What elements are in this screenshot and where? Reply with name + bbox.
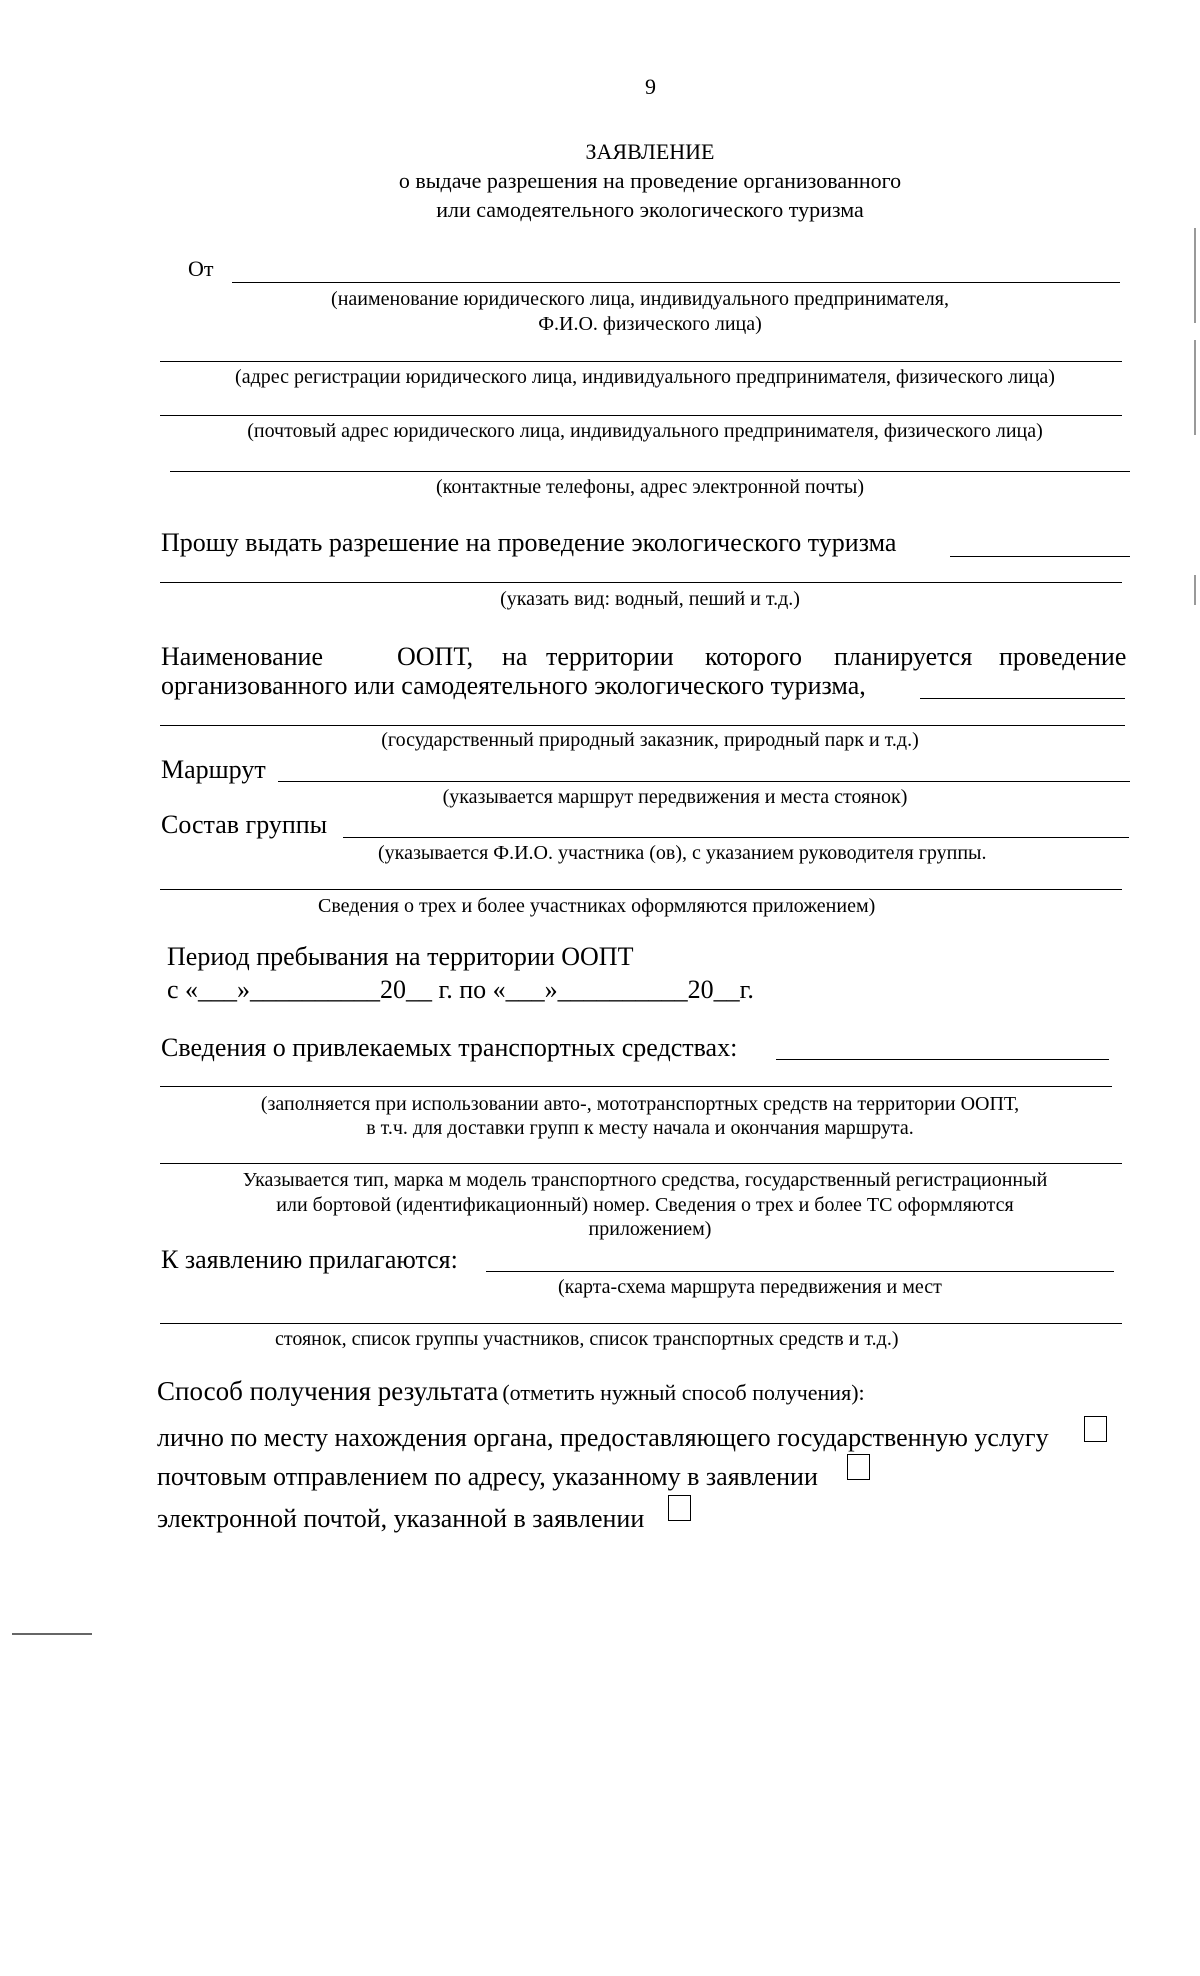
page-number: 9 (645, 74, 656, 99)
area-word-5: которого (705, 642, 803, 671)
attachments-field[interactable] (486, 1271, 1114, 1272)
scan-mark-right-edge-3 (1194, 575, 1196, 605)
attachments-hint-line2: стоянок, список группы участников, список транспортных средств и т.д.) (275, 1328, 899, 1350)
area-name-field-2[interactable] (160, 725, 1125, 726)
reg-address-hint: (адрес регистрации юридического лица, индивидуального предпринимателя, физического лица) (235, 366, 1055, 388)
request-text: Прошу выдать разрешение на проведение экологического туризма (161, 528, 897, 557)
from-hint-line1: (наименование юридического лица, индивидуального предпринимателя, (331, 288, 949, 310)
document-subtitle-line1: о выдаче разрешения на проведение организованного (398, 168, 902, 193)
from-hint-line2: Ф.И.О. физического лица) (538, 313, 762, 335)
route-hint: (указывается маршрут передвижения и места стоянок) (442, 786, 908, 808)
contacts-hint: (контактные телефоны, адрес электронной почты) (436, 476, 864, 498)
postal-address-field[interactable] (160, 415, 1122, 416)
transport-hint-line3: Указывается тип, марка м модель транспортного средства, государственный регистрационный (242, 1169, 1048, 1191)
scan-mark-right-edge-1 (1194, 228, 1196, 323)
transport-hint-line4: или бортовой (идентификационный) номер. Сведения о трех и более ТС оформляются (276, 1194, 1014, 1216)
group-label: Состав группы (161, 810, 328, 839)
delivery-option-mail-checkbox[interactable] (847, 1454, 870, 1480)
area-word-1: Наименование (161, 642, 323, 671)
area-word-4: территории (546, 642, 674, 671)
from-name-field[interactable] (232, 282, 1120, 283)
area-hint: (государственный природный заказник, природный парк и т.д.) (381, 729, 919, 751)
postal-address-hint: (почтовый адрес юридического лица, индивидуального предпринимателя, физического лица) (247, 420, 1043, 442)
route-field[interactable] (278, 781, 1130, 782)
transport-field[interactable] (776, 1059, 1109, 1060)
area-name-field[interactable] (920, 698, 1125, 699)
transport-hint-line1: (заполняется при использовании авто-, мототранспортных средств на территории ООПТ, (260, 1093, 1020, 1115)
document-subtitle-line2: или самодеятельного экологического туризма (436, 197, 864, 222)
document-title: ЗАЯВЛЕНИЕ (585, 139, 715, 164)
tourism-type-field-2[interactable] (160, 582, 1122, 583)
group-hint-line1: (указывается Ф.И.О. участника (ов), с указанием руководителя группы. (378, 842, 987, 864)
delivery-option-email-checkbox[interactable] (668, 1495, 691, 1521)
transport-hint-line5: приложением) (588, 1218, 712, 1240)
transport-hint-line2: в т.ч. для доставки групп к месту начала и окончания маршрута. (366, 1117, 914, 1139)
attachments-field-2[interactable] (160, 1323, 1122, 1324)
delivery-option-email: электронной почтой, указанной в заявлении (157, 1504, 645, 1533)
delivery-option-in-person-checkbox[interactable] (1084, 1416, 1107, 1442)
tourism-type-hint: (указать вид: водный, пеший и т.д.) (500, 588, 800, 610)
group-field[interactable] (343, 837, 1129, 838)
delivery-option-mail: почтовым отправлением по адресу, указанному в заявлении (157, 1462, 818, 1491)
delivery-heading (157, 1376, 865, 1407)
group-hint-line2: Сведения о трех и более участниках оформляются приложением) (318, 895, 876, 917)
area-word-7: проведение (999, 642, 1127, 671)
group-field-2[interactable] (160, 889, 1122, 890)
area-word-3: на (502, 642, 528, 671)
transport-field-3[interactable] (160, 1163, 1122, 1164)
delivery-label: Способ получения результата (157, 1376, 499, 1406)
contacts-field[interactable] (170, 471, 1130, 472)
attachments-hint-line1: (карта-схема маршрута передвижения и мест (558, 1276, 942, 1298)
area-line-2: организованного или самодеятельного экологического туризма, (161, 671, 866, 700)
delivery-option-in-person: лично по месту нахождения органа, предоставляющего государственную услугу (157, 1423, 1049, 1452)
route-label: Маршрут (161, 755, 266, 784)
reg-address-field[interactable] (160, 361, 1122, 362)
delivery-label-note: (отметить нужный способ получения): (502, 1380, 865, 1405)
attachments-label: К заявлению прилагаются: (161, 1245, 458, 1274)
scan-mark-right-edge-2 (1194, 340, 1196, 435)
transport-label: Сведения о привлекаемых транспортных средствах: (161, 1033, 738, 1062)
scan-mark-left-margin (12, 1633, 92, 1635)
from-label: От (188, 256, 214, 281)
area-word-6: планируется (834, 642, 973, 671)
tourism-type-field[interactable] (950, 556, 1130, 557)
transport-field-2[interactable] (160, 1086, 1112, 1087)
area-word-2: ООПТ, (397, 642, 474, 671)
period-label: Период пребывания на территории ООПТ (167, 942, 634, 971)
period-dates[interactable]: с «___»__________20__ г. по «___»__________20__г. (167, 975, 754, 1004)
